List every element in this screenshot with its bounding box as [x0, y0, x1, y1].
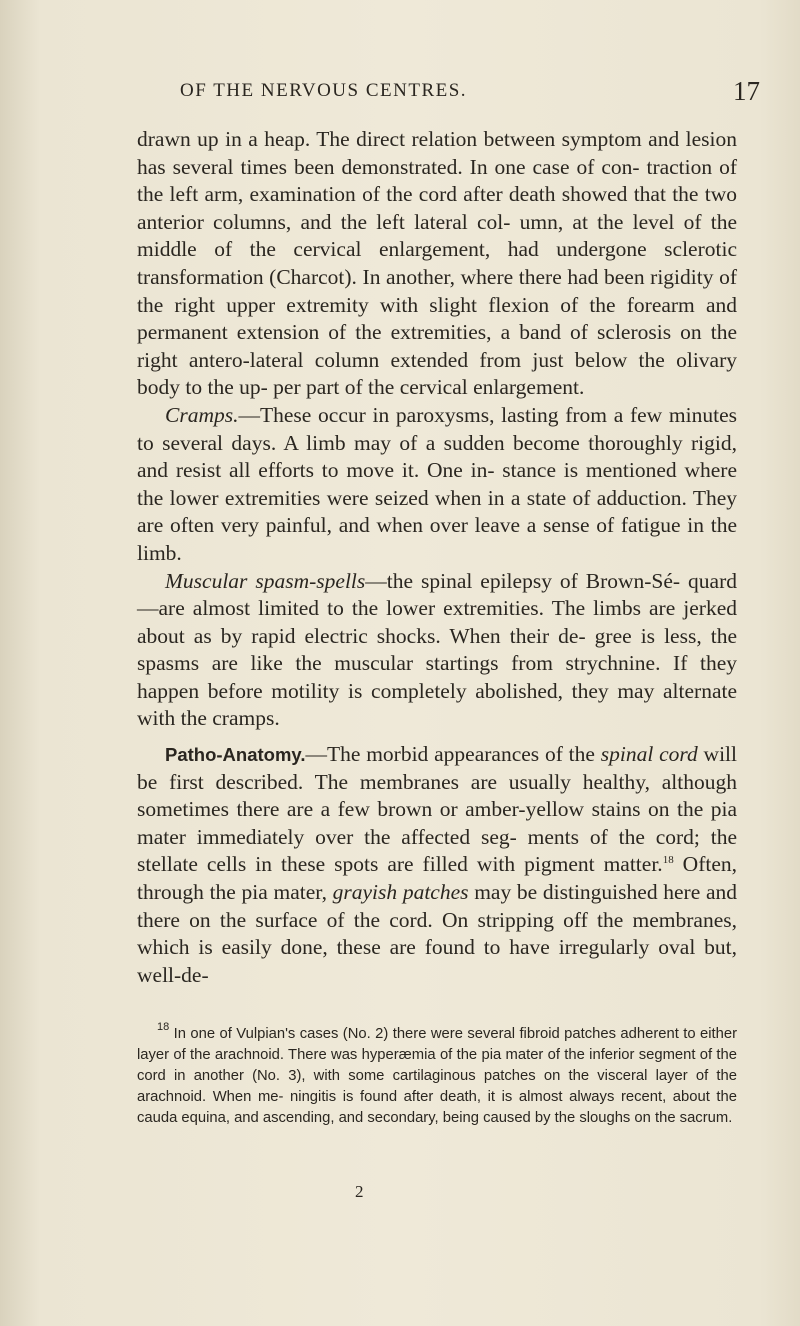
footnote	[137, 1021, 737, 1129]
footnote-body: In one of Vulpian's cases (No. 2) there were several fibroid patches adherent to either layer of the arachnoid. There was hyperæmia of the pia mater of the inferior segment of the cord in another (No. 3), with some cartilaginous patches on the visceral layer of the arachnoid. When me- ningitis is found after death, it is almost always recent, about the cauda equina, and ascending, and secondary, being caused by the sloughs on the sacrum.	[137, 1026, 737, 1126]
muscular-spasm-text: —the spinal epilepsy of Brown-Sé- quard—are almost limited to the lower extremities. The limbs are jerked about as by rapid electric shocks. When their de- gree is less, the spasms are like the muscular startings from strychnine. If they happen before motility is completely abolished, they may alternate with the cramps.	[137, 568, 737, 731]
patho-anatomy-text-a: —The morbid appearances of the	[305, 742, 601, 767]
footnote-ref: 18	[662, 854, 674, 867]
patho-anatomy-text-b: will be first described. The membranes are usually healthy, although sometimes there are a few brown or amber-yellow stains on the pia mater immediately over the affected seg- ments of the cord; the stellate cells in these spots are filled with pigment matter.	[137, 742, 737, 877]
running-head: OF THE NERVOUS CENTRES.	[180, 80, 468, 101]
patho-anatomy-text-c: Often, through the pia mater,	[137, 852, 738, 905]
grayish-patches-term: grayish patches	[332, 880, 469, 905]
page-number: 17	[733, 76, 760, 106]
paragraph-patho-anatomy	[137, 741, 737, 989]
patho-anatomy-text-d: may be distinguished here and there on the surface of the cord. On stripping off the membranes, which is easily done, these are found to have irregularly oval but, well-de-	[137, 880, 737, 987]
page-header	[180, 76, 760, 110]
footnote-number: 18	[157, 1021, 170, 1033]
cramps-label: Cramps.	[165, 402, 239, 427]
signature-mark: 2	[355, 1182, 364, 1201]
paragraph-cramps	[137, 402, 737, 568]
muscular-spasm-label: Muscular spasm-spells	[165, 568, 366, 593]
paragraph-muscular-spasm	[137, 568, 737, 734]
paragraph-1: drawn up in a heap. The direct relation between symptom and lesion has several times been demonstrated. In one case of con- traction of the left arm, examination of the cord after death showed that the two anterior columns, and the left lateral col- umn, at the level of the middle of the cervical enlargement, had undergone sclerotic transformation (Charcot). In another, where there had been rigidity of the right upper extremity with slight flexion of the forearm and permanent extension of the extremities, a band of sclerosis on the right antero-lateral column extended from just below the olivary body to the up- per part of the cervical enlargement.	[137, 127, 737, 400]
patho-anatomy-heading: Patho-Anatomy.	[165, 744, 306, 766]
spinal-cord-term: spinal cord	[600, 742, 698, 767]
cramps-text: —These occur in paroxysms, lasting from a few minutes to several days. A limb may of a sudden become thoroughly rigid, and resist all efforts to move it. One in- stance is mentioned where the lower extremities were seized when in a state of adduction. They are often very painful, and when over leave a sense of fatigue in the limb.	[137, 402, 737, 565]
body-text	[137, 126, 737, 989]
footnote-text	[137, 1021, 737, 1129]
